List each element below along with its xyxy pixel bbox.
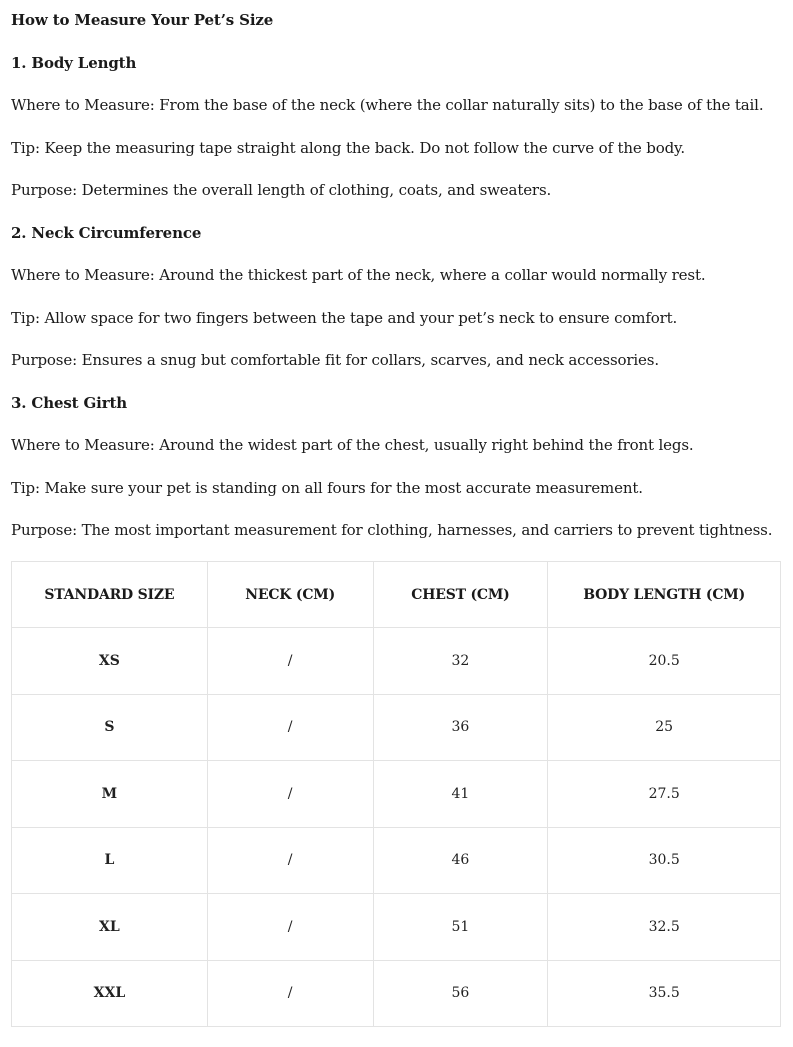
- neck-where: Where to Measure: Around the thickest part of the neck, where a collar would normally rest.: [11, 266, 706, 284]
- size-cell: M: [12, 761, 208, 828]
- body-length-cell: 35.5: [548, 960, 781, 1027]
- neck-cell: /: [207, 628, 373, 695]
- size-cell: XXL: [12, 960, 208, 1027]
- neck-purpose: Purpose: Ensures a snug but comfortable fit for collars, scarves, and neck accessories.: [11, 351, 659, 369]
- size-cell: L: [12, 827, 208, 894]
- table-row: [12, 960, 781, 1027]
- section-heading-neck: 2. Neck Circumference: [11, 224, 202, 242]
- size-cell: XS: [12, 628, 208, 695]
- size-chart-table: [11, 561, 781, 1027]
- neck-tip: Tip: Allow space for two fingers between the tape and your pet’s neck to ensure comfort.: [11, 309, 678, 327]
- table-row: [12, 694, 781, 761]
- chest-cell: 36: [373, 694, 548, 761]
- body-length-cell: 27.5: [548, 761, 781, 828]
- neck-cell: /: [207, 827, 373, 894]
- table-row: [12, 894, 781, 961]
- chest-tip: Tip: Make sure your pet is standing on all fours for the most accurate measurement.: [11, 479, 643, 497]
- chest-where: Where to Measure: Around the widest part of the chest, usually right behind the front legs.: [11, 436, 694, 454]
- size-cell: XL: [12, 894, 208, 961]
- chest-cell: 32: [373, 628, 548, 695]
- header-neck: NECK (CM): [207, 562, 373, 628]
- header-standard-size: STANDARD SIZE: [12, 562, 208, 628]
- body-length-cell: 25: [548, 694, 781, 761]
- table-header-row: [12, 562, 781, 628]
- body-length-cell: 32.5: [548, 894, 781, 961]
- chest-purpose: Purpose: The most important measurement for clothing, harnesses, and carriers to prevent tightness.: [11, 521, 773, 539]
- header-chest: CHEST (CM): [373, 562, 548, 628]
- neck-cell: /: [207, 694, 373, 761]
- page-title: How to Measure Your Pet’s Size: [11, 11, 274, 29]
- chest-cell: 41: [373, 761, 548, 828]
- table-row: [12, 761, 781, 828]
- chest-cell: 56: [373, 960, 548, 1027]
- section-heading-chest: 3. Chest Girth: [11, 394, 128, 412]
- body-length-purpose: Purpose: Determines the overall length of clothing, coats, and sweaters.: [11, 181, 552, 199]
- neck-cell: /: [207, 761, 373, 828]
- body-length-cell: 20.5: [548, 628, 781, 695]
- body-length-tip: Tip: Keep the measuring tape straight along the back. Do not follow the curve of the body.: [11, 139, 685, 157]
- neck-cell: /: [207, 960, 373, 1027]
- body-length-cell: 30.5: [548, 827, 781, 894]
- header-body-length: BODY LENGTH (CM): [548, 562, 781, 628]
- table-row: [12, 628, 781, 695]
- chest-cell: 51: [373, 894, 548, 961]
- section-heading-body-length: 1. Body Length: [11, 54, 137, 72]
- chest-cell: 46: [373, 827, 548, 894]
- body-length-where: Where to Measure: From the base of the neck (where the collar naturally sits) to the base of the tail.: [11, 96, 764, 114]
- neck-cell: /: [207, 894, 373, 961]
- table-row: [12, 827, 781, 894]
- size-cell: S: [12, 694, 208, 761]
